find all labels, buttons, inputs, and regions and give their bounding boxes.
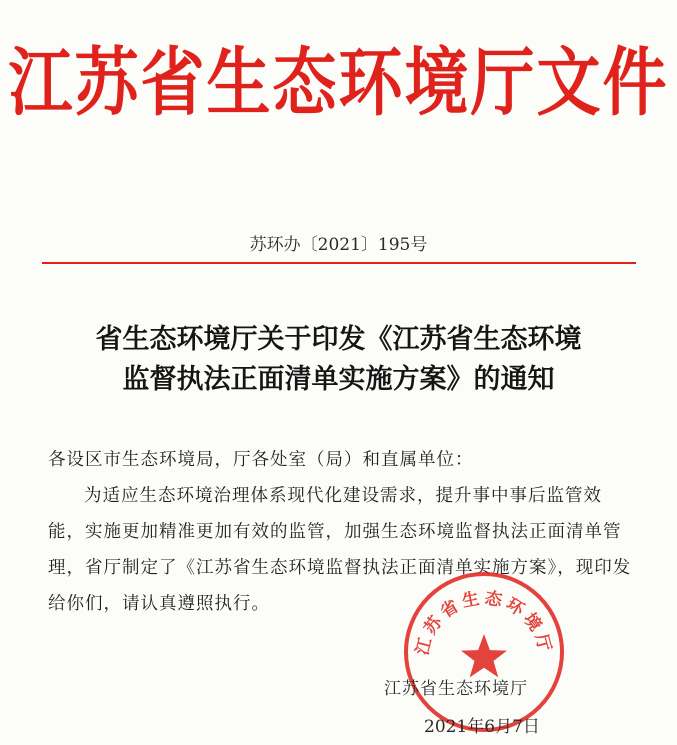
document-number: 苏环办〔2021〕195号 <box>249 235 428 255</box>
notice-title-line-2: 监督执法正面清单实施方案》的通知 <box>122 364 555 395</box>
seal-star-icon <box>461 634 507 677</box>
body-paragraph: 为适应生态环境治理体系现代化建设需求，提升事中事后监管效能，实施更加精准更加有效的监管，加强生态环境监督执法正面清单管理，省厅制定了《江苏省生态环境监督执法正面清单实施方案》，现印发给你们，请认真遵照执行。 <box>48 486 632 614</box>
official-seal <box>400 568 568 736</box>
seal-text: 江苏省生态环境厅 <box>412 588 556 658</box>
document-header-title: 江苏省生态环境厅文件 <box>8 41 669 127</box>
issuer-signature: 江苏省生态环境厅 <box>384 679 528 699</box>
red-divider-line <box>42 262 636 264</box>
notice-title-line-1: 省生态环境厅关于印发《江苏省生态环境 <box>95 324 582 355</box>
issue-date: 2021年6月7日 <box>424 717 540 737</box>
notice-title <box>20 320 657 400</box>
salutation: 各设区市生态环境局，厅各处室（局）和直属单位： <box>48 450 474 470</box>
